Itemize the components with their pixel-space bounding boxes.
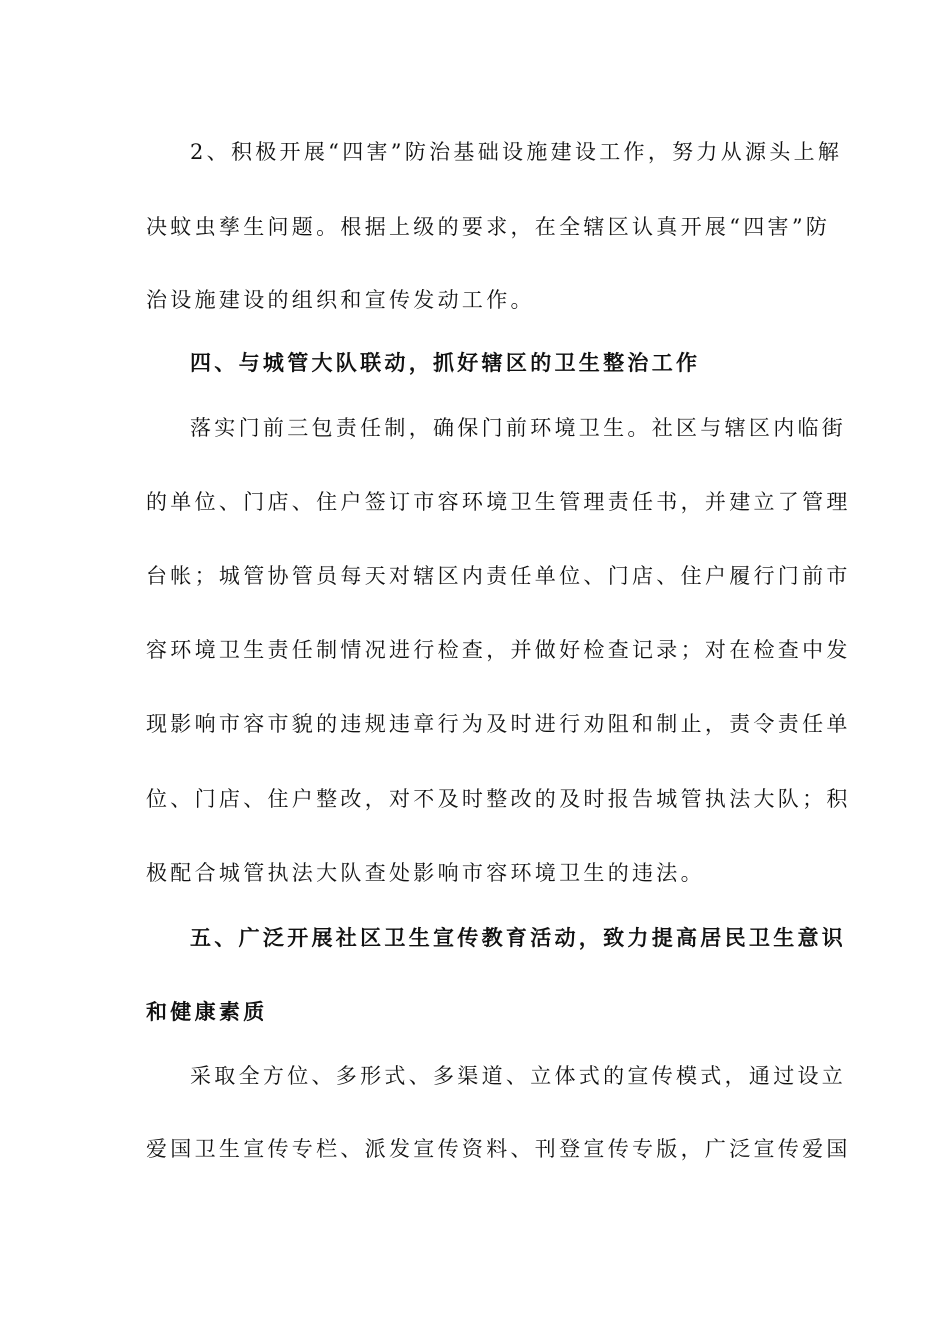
text-line: 2、积极开展“四害”防治基础设施建设工作，努力从源头上解 (190, 140, 843, 164)
heading-line: 五、广泛开展社区卫生宣传教育活动，致力提高居民卫生意识 (190, 925, 847, 950)
text-line: 爱国卫生宣传专栏、派发宣传资料、刊登宣传专版，广泛宣传爱国 (146, 1137, 851, 1161)
text-line: 治设施建设的组织和宣传发动工作。 (146, 288, 535, 312)
text-line: 台帐；城管协管员每天对辖区内责任单位、门店、住户履行门前市 (146, 564, 851, 588)
text-line: 现影响市容市貌的违规违章行为及时进行劝阻和制止，责令责任单 (146, 712, 851, 736)
text-line: 极配合城管执法大队查处影响市容环境卫生的违法。 (146, 861, 705, 885)
text-line: 采取全方位、多形式、多渠道、立体式的宣传模式，通过设立 (190, 1064, 847, 1088)
text-line: 位、门店、住户整改，对不及时整改的及时报告城管执法大队；积 (146, 787, 851, 811)
heading-line: 和健康素质 (146, 999, 268, 1024)
text-line: 容环境卫生责任制情况进行检查，并做好检查记录；对在检查中发 (146, 638, 851, 662)
section-heading-4: 四、与城管大队联动，抓好辖区的卫生整治工作 (190, 350, 701, 375)
text-line: 落实门前三包责任制，确保门前环境卫生。社区与辖区内临街 (190, 416, 847, 440)
text-line: 的单位、门店、住户签订市容环境卫生管理责任书，并建立了管理 (146, 490, 851, 514)
text-line: 决蚊虫孳生问题。根据上级的要求，在全辖区认真开展“四害”防 (146, 215, 831, 239)
